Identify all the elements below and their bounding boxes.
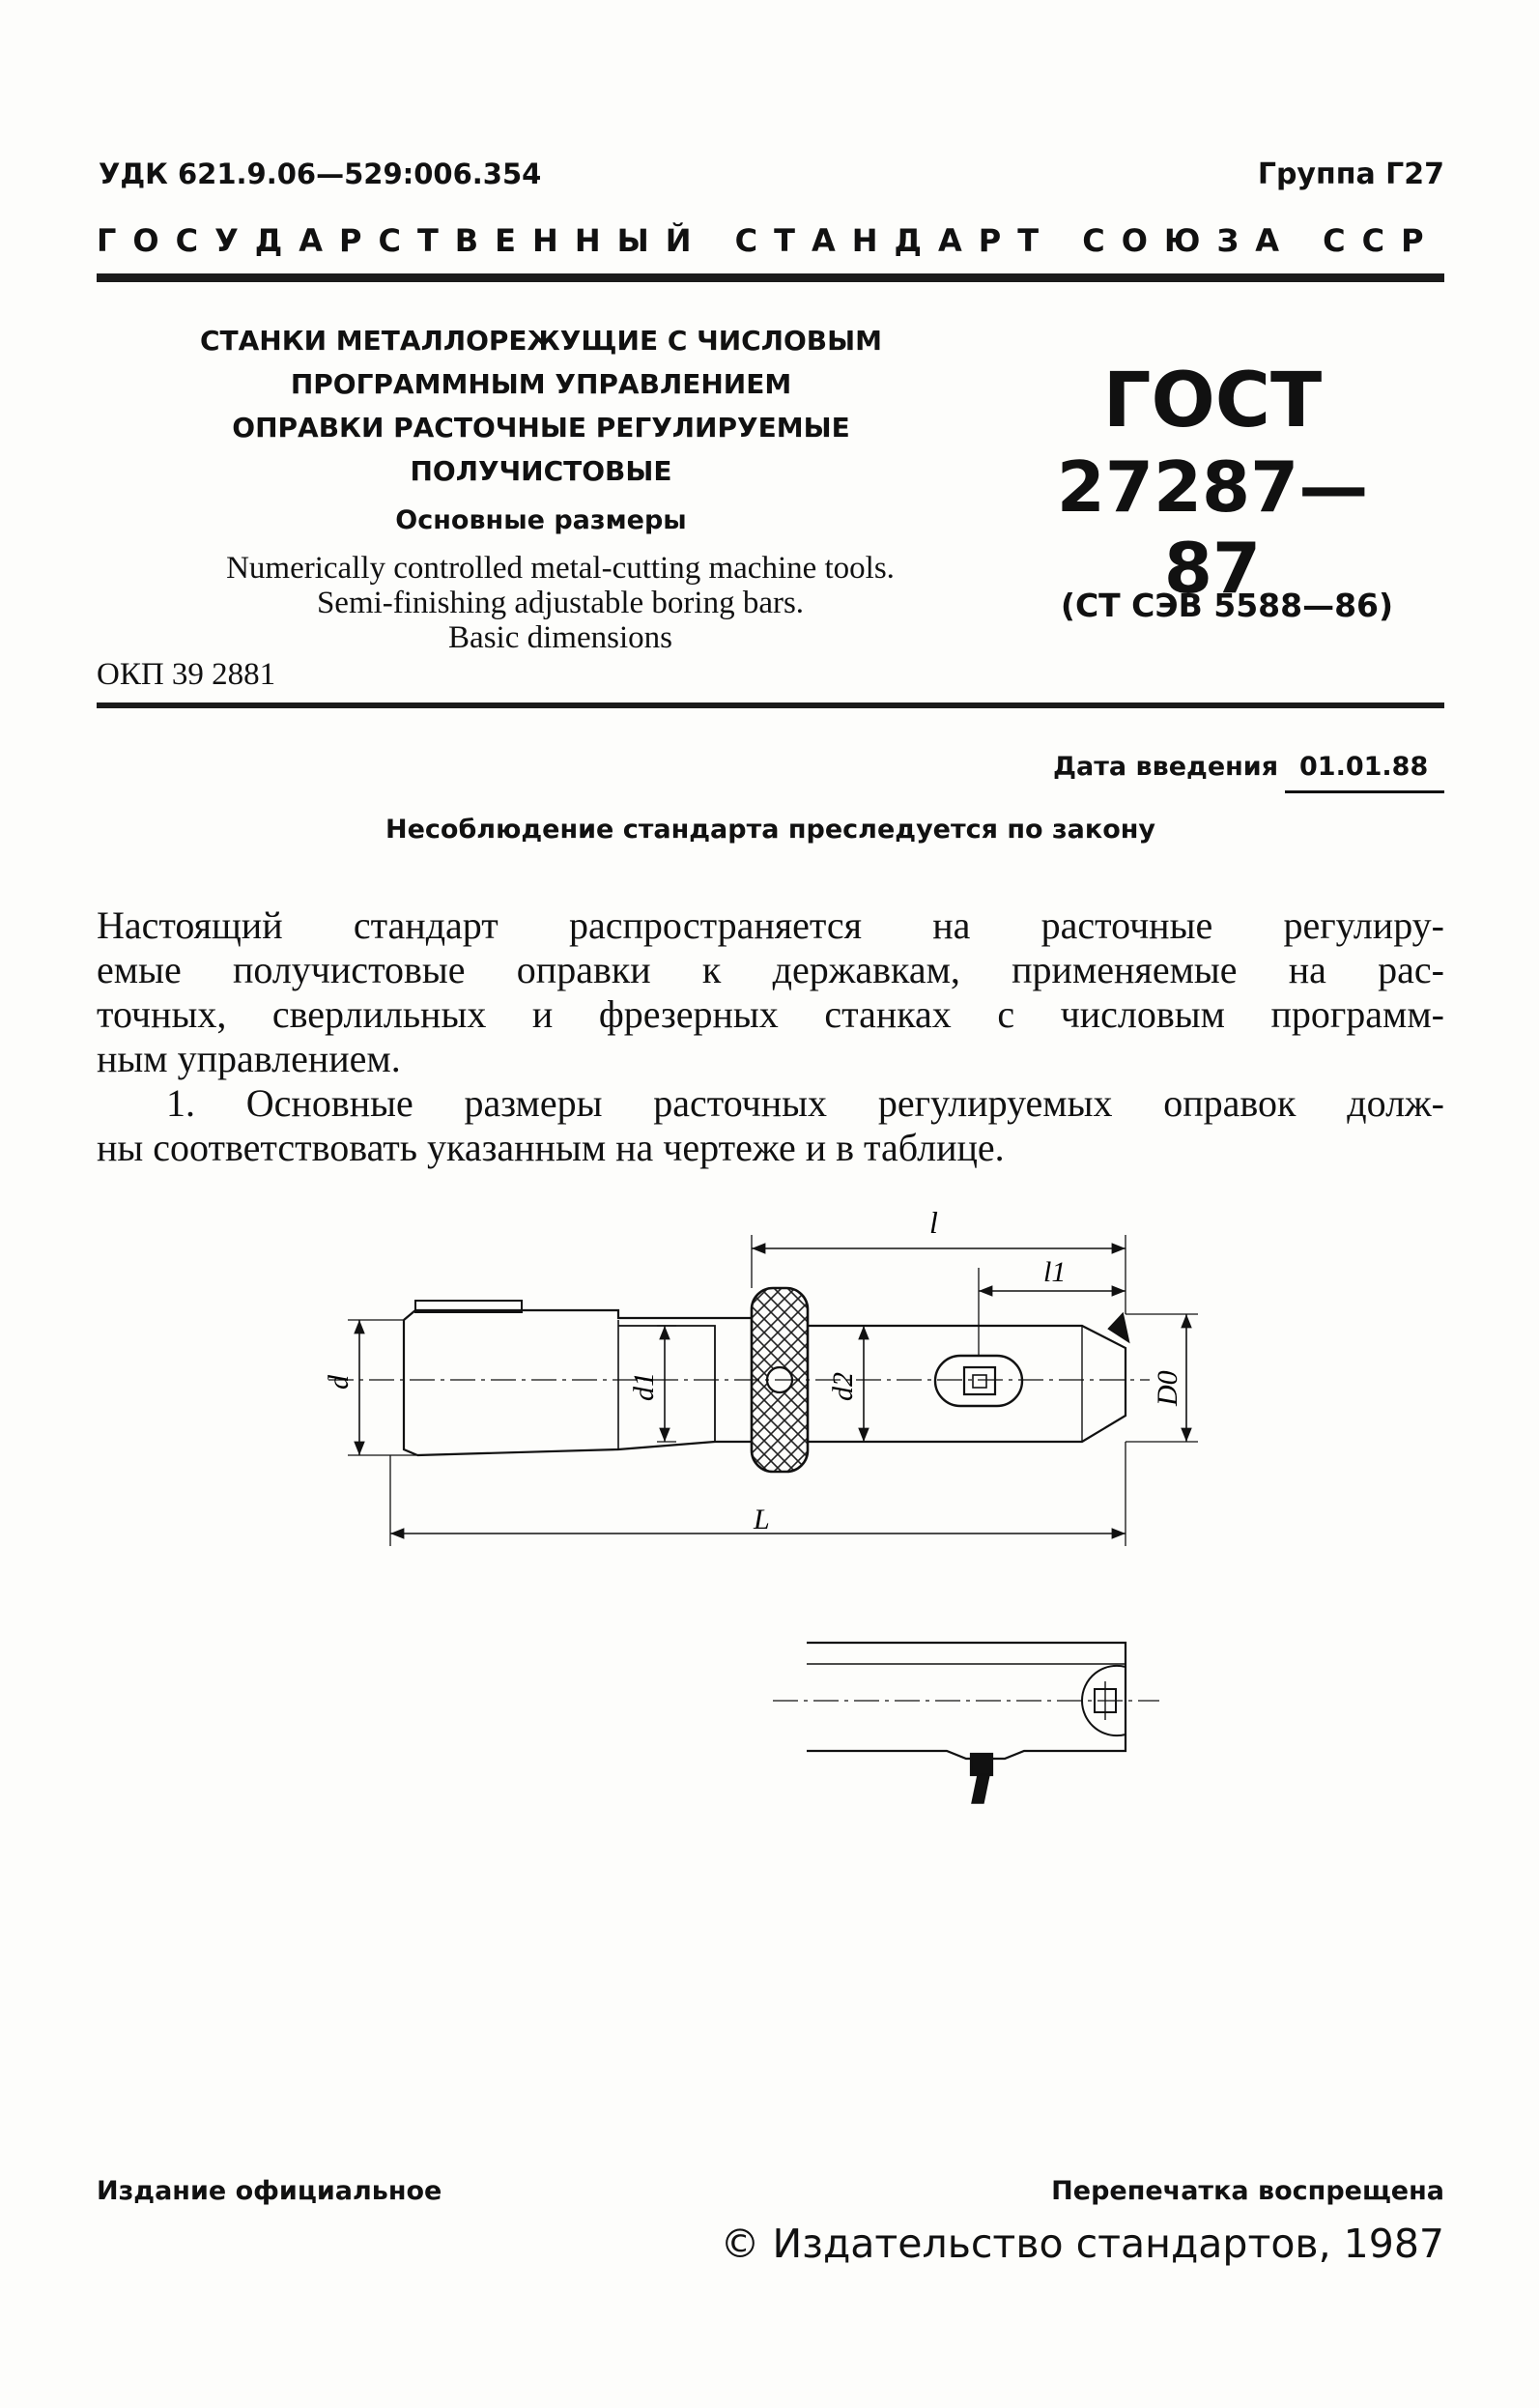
dim-D0-label: D0: [1152, 1370, 1183, 1406]
dim-d2-label: d2: [827, 1372, 859, 1401]
body-p2-line2: ны соответствовать указанным на чертеже и в таблице.: [97, 1126, 1005, 1169]
body-p1-line3: точных, сверлильных и фрезерных станках с числовым программ-: [97, 992, 1444, 1036]
body-p1-line1: Настоящий стандарт распространяется на расточные регулиру-: [97, 903, 1444, 947]
cutter-insert: [1109, 1314, 1128, 1341]
title-en-line2: Semi-finishing adjustable boring bars.: [316, 586, 805, 620]
subtitle-ru: Основные размеры: [395, 505, 687, 535]
date-value: 01.01.88: [1299, 752, 1429, 782]
edition-note: Издание официальное: [97, 2176, 442, 2206]
dim-d-label: d: [323, 1375, 355, 1390]
reprint-note: Перепечатка воспрещена: [1051, 2176, 1444, 2206]
detail-view: [773, 1643, 1159, 1803]
main-view: [328, 1235, 1198, 1546]
okp-code: ОКП 39 2881: [97, 657, 276, 692]
gost-label: ГОСТ: [1102, 358, 1323, 444]
dim-d1-label: d1: [628, 1372, 660, 1401]
adjust-slot: [935, 1356, 1022, 1406]
title-ru-line2: ПРОГРАММНЫМ УПРАВЛЕНИЕМ: [290, 368, 792, 400]
group-code: Группа Г27: [1257, 158, 1444, 191]
legal-warning: Несоблюдение стандарта преследуется по закону: [385, 815, 1156, 845]
title-en-line3: Basic dimensions: [448, 620, 672, 655]
title-ru-line1: СТАНКИ МЕТАЛЛОРЕЖУЩИЕ С ЧИСЛОВЫМ: [199, 325, 882, 357]
dim-l1-label: l1: [1043, 1256, 1067, 1288]
gost-number: 27287—87: [1056, 446, 1369, 609]
title-ru-line3: ОПРАВКИ РАСТОЧНЫЕ РЕГУЛИРУЕМЫЕ: [232, 412, 850, 444]
state-standard-banner: ГОСУДАРСТВЕННЫЙ СТАНДАРТ СОЮЗА ССР: [97, 222, 1440, 259]
copyright: © Издательство стандартов, 1987: [720, 2221, 1444, 2267]
body-p1-line2: емые получистовые оправки к державкам, применяемые на рас-: [97, 948, 1444, 991]
date-label: Дата введения: [1053, 752, 1279, 782]
dim-L-label: L: [754, 1504, 770, 1535]
udk-code: УДК 621.9.06—529:006.354: [99, 158, 542, 190]
title-ru-line4: ПОЛУЧИСТОВЫЕ: [410, 455, 672, 487]
dim-l-label: l: [929, 1205, 938, 1240]
st-sev-number: (СТ СЭВ 5588—86): [1060, 587, 1394, 624]
body-p2-line1: 1. Основные размеры расточных регулируемых оправок долж-: [166, 1081, 1444, 1125]
body-p1-line4: ным управлением.: [97, 1037, 401, 1080]
title-en-line1: Numerically controlled metal-cutting machine tools.: [226, 551, 895, 586]
